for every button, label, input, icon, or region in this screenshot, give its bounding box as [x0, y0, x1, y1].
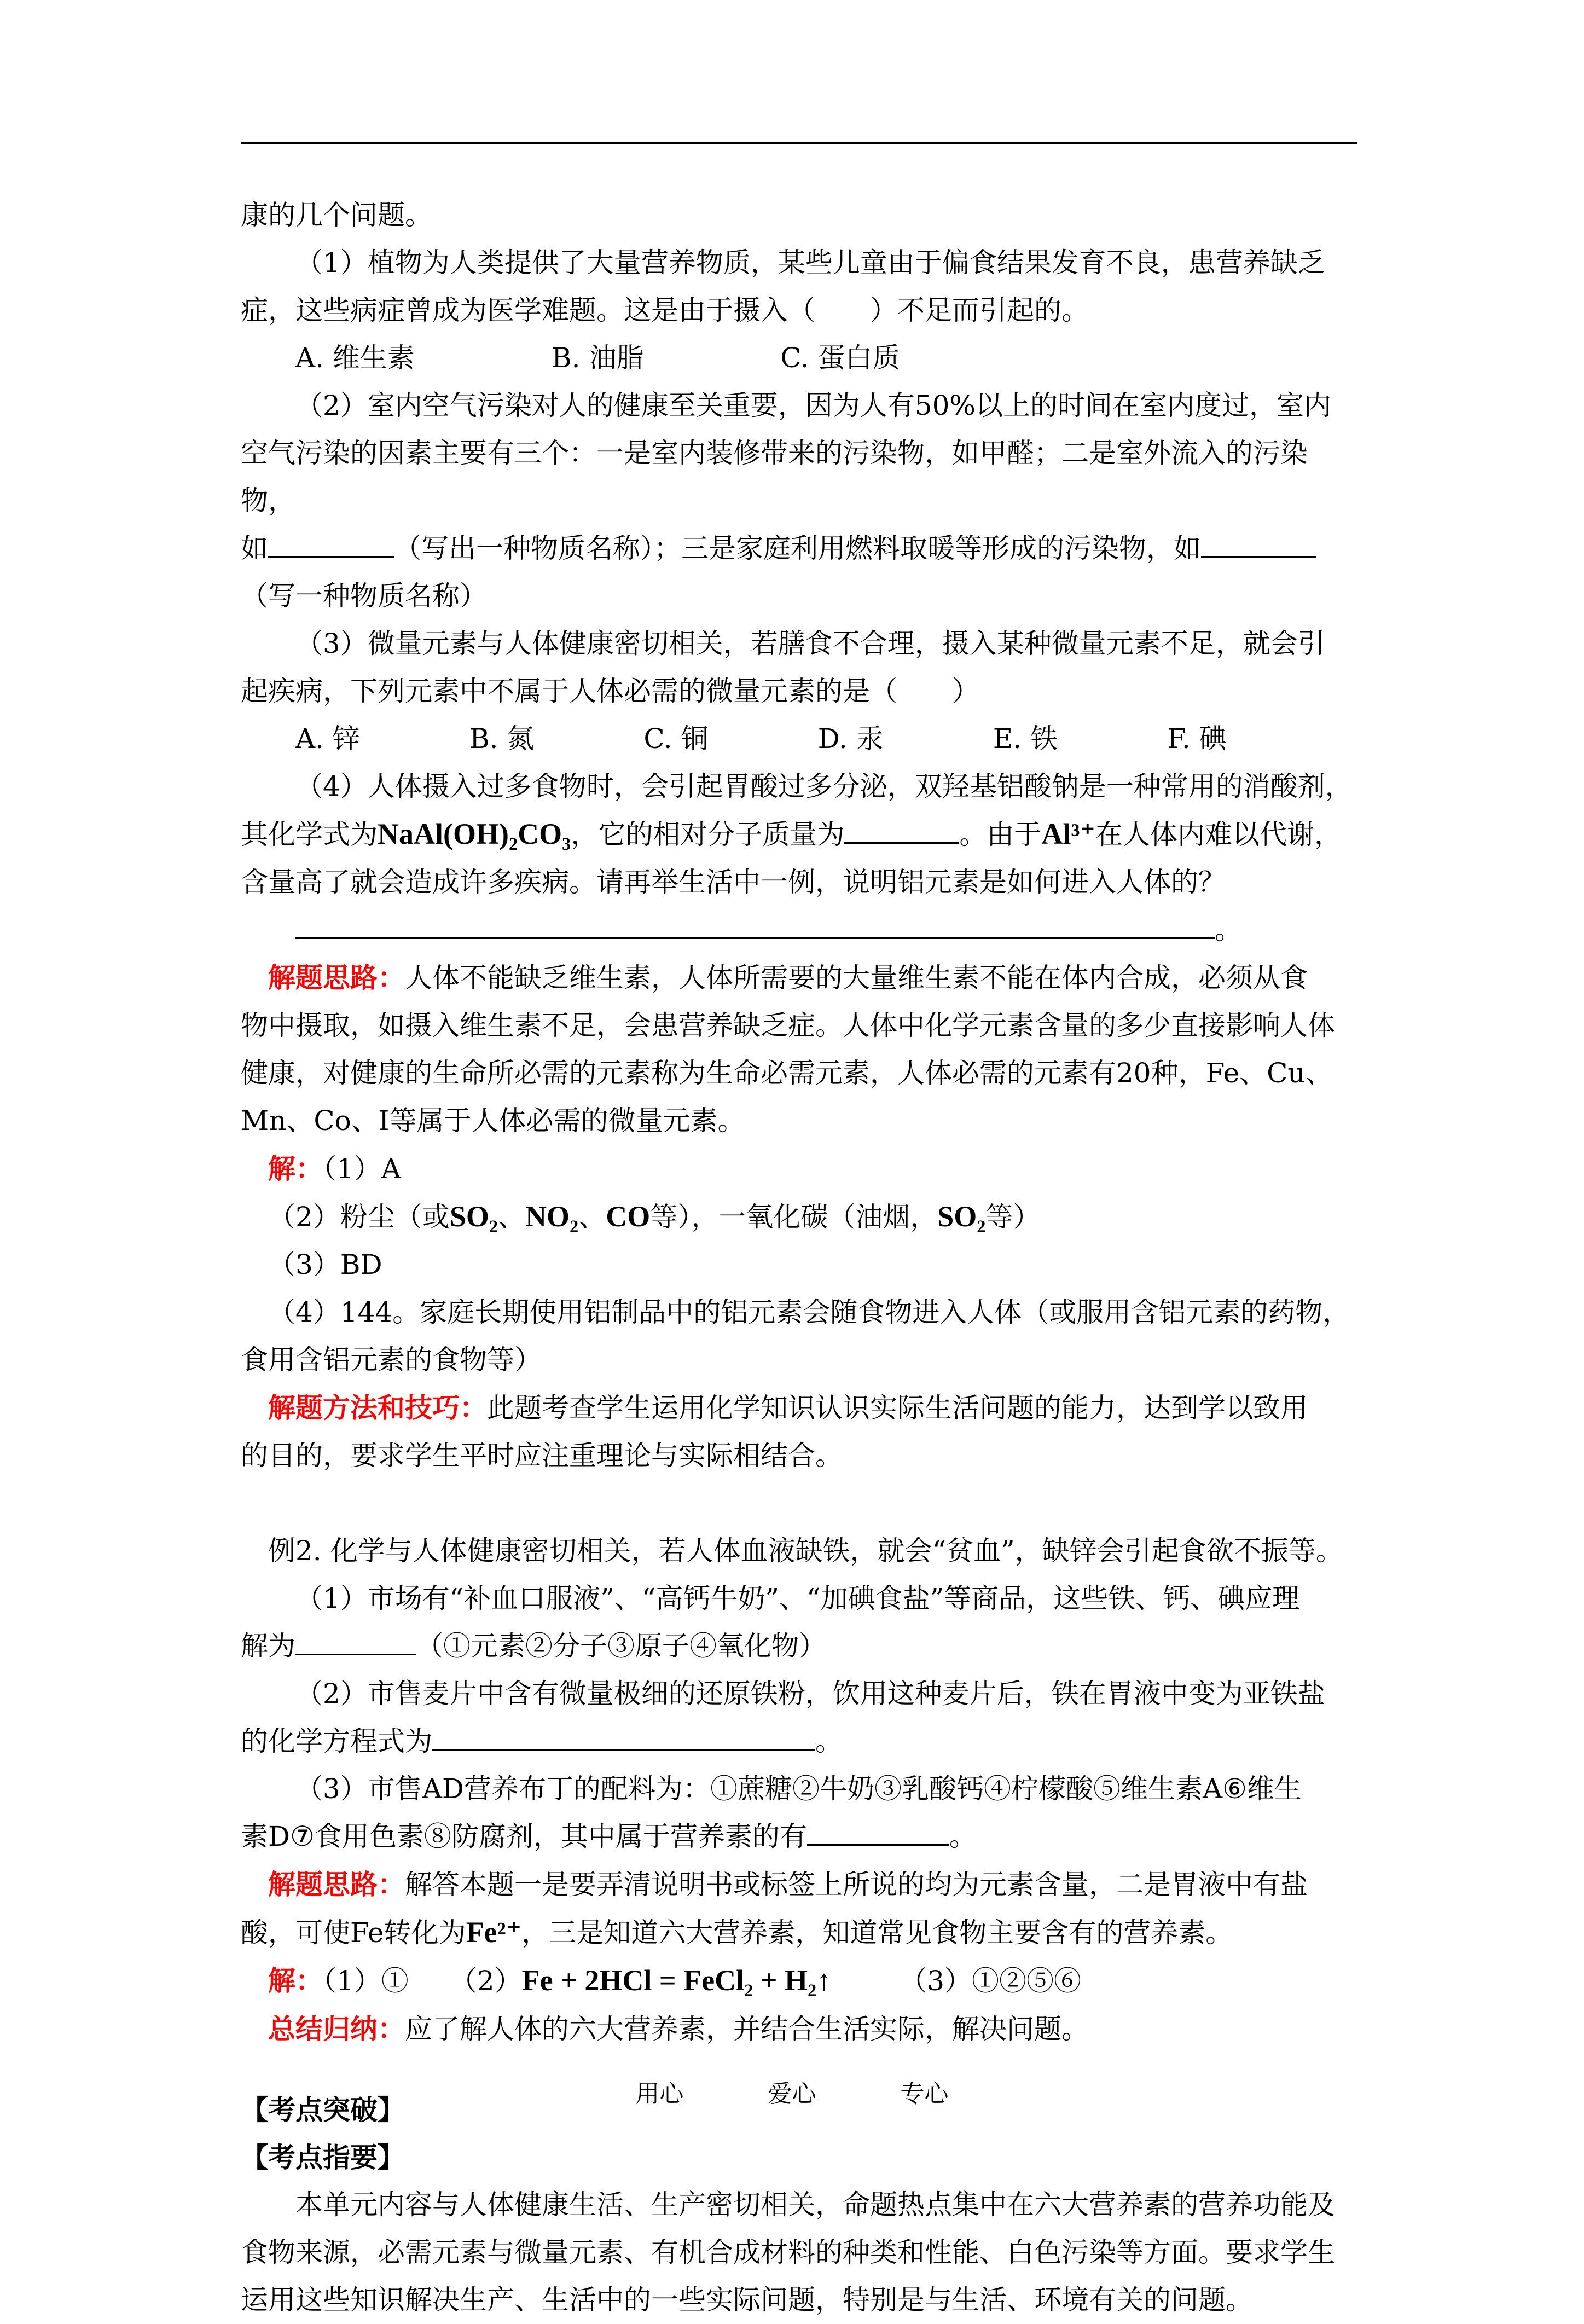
answer-block-2	[241, 1957, 1357, 2005]
formula-fe2: Fe²⁺	[466, 1916, 522, 1949]
text-line	[241, 810, 1357, 859]
text-span: 在人体内难以代谢，	[1095, 819, 1342, 850]
answer-blank	[844, 812, 959, 844]
text-span: （①元素②分子③原子④氧化物）	[416, 1630, 826, 1662]
question-4: （4）人体摄入过多食物时，会引起胃酸过多分泌，双羟基铝酸钠是一种常用的消酸剂，	[295, 770, 1353, 802]
footer-word: 爱心	[768, 2080, 816, 2108]
text-line: 空气污染的因素主要有三个：一是室内装修带来的污染物，如甲醛；二是室外流入的污染物，	[241, 437, 1308, 517]
method-tips	[241, 1384, 1357, 1432]
formula-no2: NO₂	[525, 1200, 579, 1233]
text-span: （写出一种物质名称）；三是家庭利用燃料取暖等形成的污染物，如	[394, 532, 1201, 564]
text-line: Mn、Co、I等属于人体必需的微量元素。	[241, 1105, 745, 1137]
answer-4: （4）144。家庭长期使用铝制品中的铝元素会随食物进入人体（或服用含铝元素的药物，	[268, 1296, 1350, 1328]
answer-3: （3）BD	[268, 1249, 382, 1280]
label-answer: 解：	[268, 1964, 323, 1997]
text-line: 康的几个问题。	[241, 199, 432, 231]
text-span: ，三是知道六大营养素，知道常见食物主要含有的营养素。	[521, 1917, 1233, 1949]
label-solution-idea: 解题思路：	[268, 1868, 405, 1900]
formula-so2-b: SO₂	[937, 1200, 986, 1233]
example-2-q2: （2）市售麦片中含有微量极细的还原铁粉，饮用这种麦片后，铁在胃液中变为亚铁盐	[295, 1678, 1325, 1709]
text-line	[241, 1718, 1357, 1765]
text-span: （2）粉尘（或	[268, 1201, 450, 1233]
text-line	[241, 1813, 1357, 1861]
solution-idea	[241, 954, 1357, 1002]
answer-line	[295, 907, 1215, 939]
text-span: 等）	[985, 1201, 1041, 1233]
summary	[241, 2005, 1357, 2053]
paragraph: 本单元内容与人体健康生活、生产密切相关，命题热点集中在六大营养素的营养功能及	[295, 2189, 1335, 2221]
answer-2	[241, 1193, 1357, 1241]
label-answer: 解：	[268, 1152, 323, 1185]
question-2: （2）室内空气污染对人的健康至关重要，因为人有50%以上的时间在室内度过，室内	[295, 390, 1331, 421]
text-line	[241, 1909, 1357, 1957]
section-heading: 【考点突破】	[241, 2094, 405, 2126]
document-body	[241, 192, 1357, 2324]
text-line: 的目的，要求学生平时应注重理论与实际相结合。	[241, 1440, 843, 1471]
example-2: 例2. 化学与人体健康密切相关，若人体血液缺铁，就会“贫血”，缺锌会引起食欲不振等。	[268, 1535, 1343, 1567]
text-span: 、	[578, 1201, 606, 1233]
answer-blank	[807, 1813, 949, 1846]
text-span: 。	[815, 1725, 843, 1757]
example-2-q1: （1）市场有“补血口服液”、“高钙牛奶”、“加碘食盐”等商品，这些铁、钙、碘应理	[295, 1583, 1300, 1614]
text-line: （写一种物质名称）	[241, 580, 487, 612]
text-span: （1）① （2）	[323, 1965, 522, 1997]
answer-block	[241, 1145, 1357, 1193]
text-span: 如	[241, 532, 268, 564]
label-method-tips: 解题方法和技巧：	[268, 1392, 487, 1424]
footer-word: 用心	[635, 2080, 684, 2108]
text-span: 。	[1215, 914, 1242, 946]
formula-so2: SO₂	[449, 1200, 498, 1233]
formula-al3: Al³⁺	[1041, 818, 1096, 850]
spacer	[241, 1480, 1357, 1527]
text-span: 应了解人体的六大营养素，并结合生活实际，解决问题。	[405, 2013, 1089, 2045]
text-span: 人体不能缺乏维生素，人体所需要的大量维生素不能在体内合成，必须从食	[405, 962, 1308, 994]
formula-equation: Fe + 2HCl = FeCl₂ + H₂↑	[521, 1964, 832, 1997]
answer-blank	[295, 1623, 416, 1655]
text-span: 此题考查学生运用化学知识认识实际生活问题的能力，达到学以致用	[487, 1392, 1308, 1424]
footer-word: 专心	[900, 2080, 949, 2108]
text-span: 的化学方程式为	[241, 1725, 432, 1757]
text-span: 酸，可使Fe转化为	[241, 1917, 466, 1949]
text-line	[241, 1622, 1357, 1670]
answer-blank	[1201, 525, 1316, 558]
text-span: ，它的相对分子质量为	[571, 819, 845, 850]
text-span: 素D⑦食用色素⑧防腐剂，其中属于营养素的有	[241, 1821, 807, 1852]
text-line: 物中摄取，如摄入维生素不足，会患营养缺乏症。人体中化学元素含量的多少直接影响人体	[241, 1010, 1335, 1041]
text-span: （3）①②⑤⑥	[831, 1965, 1082, 1997]
answer-blank	[432, 1718, 815, 1751]
example-2-q3: （3）市售AD营养布丁的配料为：①蔗糖②牛奶③乳酸钙④柠檬酸⑤维生素A⑥维生	[295, 1773, 1302, 1805]
text-line	[241, 906, 1357, 954]
question-3-options: A. 锌 B. 氮 C. 铜 D. 汞 E. 铁 F. 碘	[295, 723, 1227, 755]
text-line: 运用这些知识解决生产、生活中的一些实际问题，特别是与生活、环境有关的问题。	[241, 2284, 1253, 2316]
section-subheading: 【考点指要】	[241, 2141, 405, 2174]
text-line	[241, 525, 1357, 572]
answer-blank	[268, 525, 394, 558]
text-line: 食物来源，必需元素与微量元素、有机合成材料的种类和性能、白色污染等方面。要求学生	[241, 2236, 1335, 2268]
text-line: 食用含铝元素的食物等）	[241, 1344, 542, 1376]
label-summary: 总结归纳：	[268, 2013, 405, 2045]
solution-idea-2	[241, 1861, 1357, 1909]
page-footer	[0, 2074, 1584, 2109]
text-span: 解答本题一是要弄清说明书或标签上所说的均为元素含量，二是胃液中有盐	[405, 1869, 1308, 1900]
text-span: 解为	[241, 1630, 295, 1662]
label-solution-idea: 解题思路：	[268, 961, 405, 994]
text-span: （1）A	[323, 1153, 401, 1185]
text-span: 。由于	[959, 819, 1042, 850]
formula-naal: NaAl(OH)₂CO₃	[378, 818, 571, 850]
text-span: 其化学式为	[241, 819, 378, 850]
text-span: 等），一氧化碳（油烟，	[650, 1201, 938, 1233]
formula-co: CO	[606, 1200, 651, 1233]
text-span: 、	[498, 1201, 526, 1233]
text-line: 含量高了就会造成许多疾病。请再举生活中一例，说明铝元素是如何进入人体的？	[241, 866, 1226, 898]
text-line: 健康，对健康的生命所必需的元素称为生命必需元素，人体必需的元素有20种，Fe、Cu、	[241, 1057, 1333, 1089]
question-1-options: A. 维生素 B. 油脂 C. 蛋白质	[295, 342, 900, 374]
text-line: 症，这些病症曾成为医学难题。这是由于摄入（ ）不足而引起的。	[241, 294, 1089, 326]
text-line: 起疾病，下列元素中不属于人体必需的微量元素的是（ ）	[241, 675, 979, 707]
header-rule	[241, 142, 1357, 144]
question-3: （3）微量元素与人体健康密切相关，若膳食不合理，摄入某种微量元素不足，就会引	[295, 628, 1325, 659]
text-span: 。	[949, 1821, 977, 1852]
question-1: （1）植物为人类提供了大量营养物质，某些儿童由于偏食结果发育不良，患营养缺乏	[295, 247, 1325, 279]
